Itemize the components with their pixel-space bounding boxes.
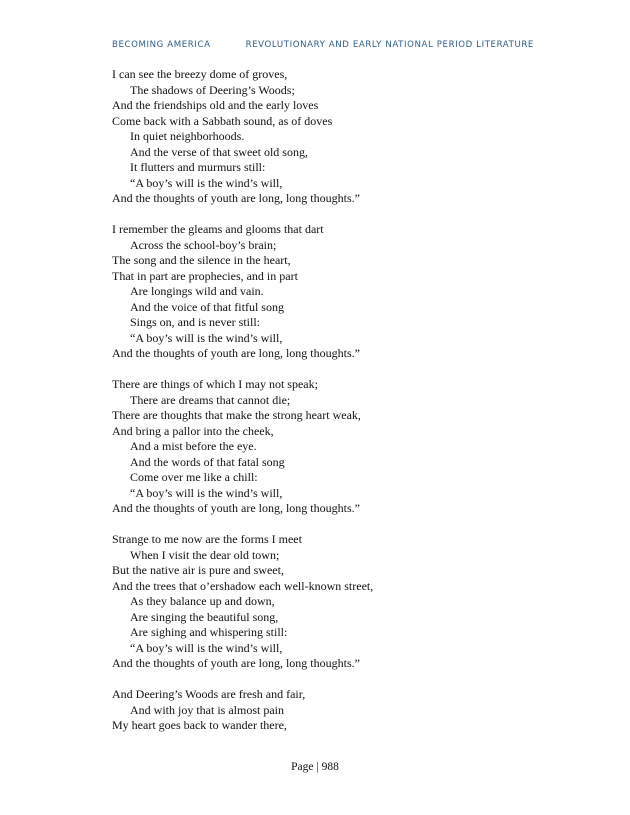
poem-line: Come back with a Sabbath sound, as of doves — [112, 113, 333, 128]
poem-line: But the native air is pure and sweet, — [112, 563, 284, 577]
poem-line: It flutters and murmurs still: — [130, 160, 266, 174]
poem-line: There are thoughts that make the strong heart weak, — [112, 408, 361, 422]
stanza — [112, 532, 373, 672]
poem-line: The song and the silence in the heart, — [112, 253, 291, 267]
running-header — [112, 40, 534, 50]
poem-line: And the trees that o’ershadow each well-known street, — [112, 578, 374, 593]
stanza — [112, 377, 373, 517]
stanza-gap — [112, 517, 373, 533]
poem-line: Come over me like a chill: — [130, 470, 258, 484]
page-number: Page | 988 — [291, 761, 339, 773]
poem-line: And Deering’s Woods are fresh and fair, — [112, 687, 306, 701]
poem-line: Sings on, and is never still: — [130, 315, 260, 329]
poem-line: And the thoughts of youth are long, long thoughts.” — [112, 656, 360, 670]
poem-line: Across the school-boy’s brain; — [130, 237, 277, 252]
poem-line: Strange to me now are the forms I meet — [112, 532, 302, 546]
poem-line: There are dreams that cannot die; — [130, 392, 291, 407]
poem-line: As they balance up and down, — [130, 594, 275, 608]
poem-line: And with joy that is almost pain — [130, 702, 284, 717]
stanza — [112, 67, 373, 207]
poem-line: Are longings wild and vain. — [130, 284, 264, 298]
header-section-title: REVOLUTIONARY AND EARLY NATIONAL PERIOD LITERATURE — [245, 40, 534, 50]
poem-line: And bring a pallor into the cheek, — [112, 423, 274, 438]
poem-line: And the voice of that fitful song — [130, 299, 284, 314]
poem-line: “A boy’s will is the wind’s will, — [130, 330, 283, 345]
poem-line: When I visit the dear old town; — [130, 547, 280, 562]
poem-line: “A boy’s will is the wind’s will, — [130, 640, 283, 655]
poem-line: I remember the gleams and glooms that dart — [112, 222, 324, 236]
poem-body — [112, 67, 373, 734]
poem-line: The shadows of Deering’s Woods; — [130, 82, 295, 97]
poem-line: Are singing the beautiful song, — [130, 609, 279, 624]
stanza-gap — [112, 207, 373, 223]
poem-line: I can see the breezy dome of groves, — [112, 67, 288, 81]
poem-line: And a mist before the eye. — [130, 439, 257, 453]
stanza-gap — [112, 672, 373, 688]
poem-line: And the thoughts of youth are long, long thoughts.” — [112, 346, 360, 360]
poem-line: “A boy’s will is the wind’s will, — [130, 485, 283, 500]
poem-line: And the thoughts of youth are long, long thoughts.” — [112, 191, 360, 205]
poem-line: Are sighing and whispering still: — [130, 625, 288, 639]
poem-line: And the thoughts of youth are long, long thoughts.” — [112, 501, 360, 515]
stanza — [112, 687, 373, 734]
header-book-title: BECOMING AMERICA — [112, 40, 211, 50]
poem-line: In quiet neighborhoods. — [130, 129, 245, 143]
poem-line: And the friendships old and the early loves — [112, 98, 319, 112]
poem-line: “A boy’s will is the wind’s will, — [130, 175, 283, 190]
poem-line: And the verse of that sweet old song, — [130, 144, 308, 159]
stanza — [112, 222, 373, 362]
poem-line: That in part are prophecies, and in part — [112, 268, 298, 283]
poem-line: My heart goes back to wander there, — [112, 718, 287, 732]
poem-line: And the words of that fatal song — [130, 454, 285, 469]
stanza-gap — [112, 362, 373, 378]
poem-line: There are things of which I may not speak; — [112, 377, 318, 391]
